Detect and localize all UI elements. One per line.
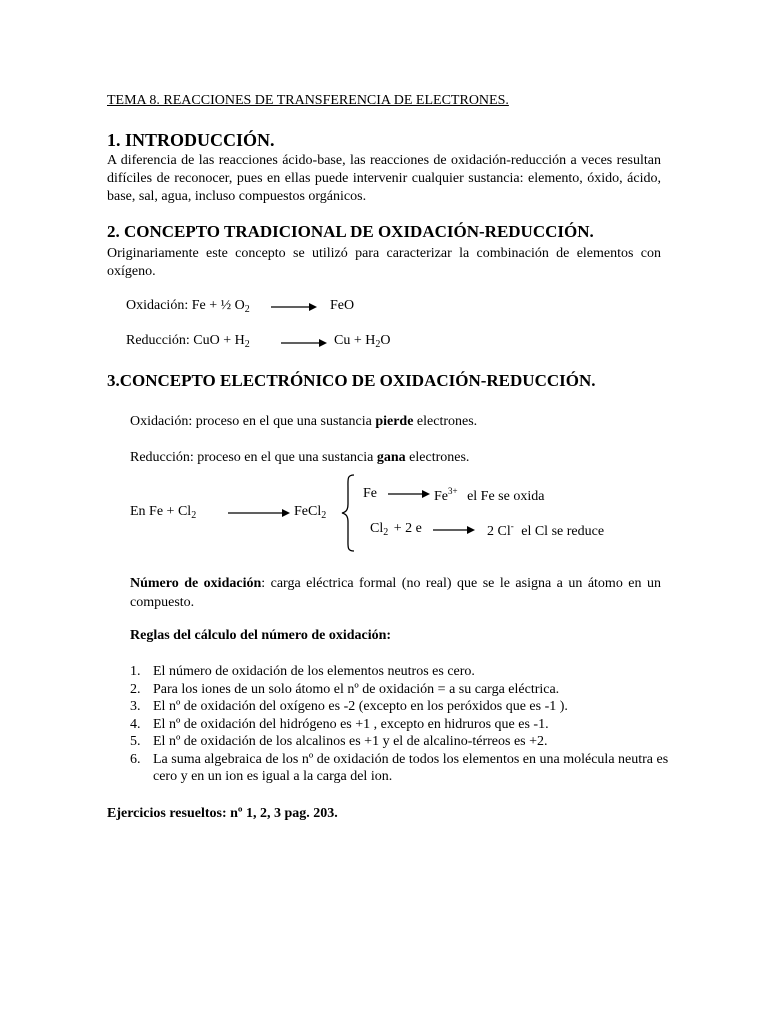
- example-product: [294, 504, 326, 521]
- half-reaction-1-note: el Fe se oxida: [467, 489, 545, 504]
- oxidation-label: Oxidación:: [126, 298, 189, 313]
- fe-charge: 3+: [448, 486, 458, 496]
- half-reaction-1-reactant: Fe: [363, 486, 377, 501]
- half-reaction-2-arrow: [433, 525, 475, 535]
- rule-number: 6.: [130, 751, 141, 767]
- rule-number: 5.: [130, 734, 141, 749]
- reduction-product: [334, 333, 390, 350]
- rule-text: El nº de oxidación de los alcalinos es +1 y el de alcalino-térreos es +2.: [153, 734, 548, 749]
- reduction-product-b: O: [380, 333, 391, 348]
- section-2-heading: 2. CONCEPTO TRADICIONAL DE OXIDACIÓN-REDUCCIÓN.: [107, 222, 594, 241]
- list-item: [130, 751, 670, 786]
- oxidation-reactants: Fe + ½ O: [191, 298, 245, 313]
- document-title: TEMA 8. REACCIONES DE TRANSFERENCIA DE ELECTRONES.: [107, 93, 509, 108]
- half-reaction-1-product: [434, 486, 544, 505]
- cl2: Cl: [370, 521, 384, 536]
- oxidation-number-term: Número de oxidación: [130, 576, 262, 591]
- rule-text: La suma algebraica de los nº de oxidación de todos los elementos en una molécula neutra es cero y en un ion es igual a la carga del ion.: [153, 751, 669, 784]
- rule-text: Para los iones de un solo átomo el nº de oxidación = a su carga eléctrica.: [153, 681, 560, 697]
- h2o-subscript: 2: [375, 339, 381, 350]
- half-reaction-2-reactant: [370, 521, 422, 538]
- cl2-subscript: 2: [191, 510, 197, 521]
- rule-text: El nº de oxidación del oxígeno es -2 (excepto en los peróxidos que es -1 ).: [153, 699, 568, 714]
- list-item: [130, 716, 670, 734]
- oxidation-equation-reactants: [126, 298, 250, 315]
- oxidation-def-after: electrones.: [413, 414, 478, 429]
- reduction-def-bold: gana: [376, 450, 406, 465]
- section-1-text: A diferencia de las reacciones ácido-base, las reacciones de oxidación-reducción a veces resultan difíciles de reconocer, pues en ellas puede intervenir cualquier sustancia: elemento, óxido, ácido, base, sal, agua, incluso compuestos orgánicos.: [107, 153, 661, 204]
- list-item: [130, 663, 670, 681]
- reduction-product-a: Cu + H: [334, 333, 376, 348]
- oxidation-definition: [130, 414, 477, 430]
- oxidation-number-text: : carga eléctrica formal (no real) que se le asigna a un átomo en un compuesto.: [130, 576, 661, 610]
- electrons: + 2 e: [393, 521, 422, 536]
- rule-number: 1.: [130, 664, 141, 679]
- oxidation-number-definition: [130, 574, 661, 612]
- rule-number: 4.: [130, 716, 141, 732]
- fe-ion: Fe: [434, 489, 448, 504]
- cl2-half-subscript: 2: [383, 527, 389, 538]
- reduction-equation-reactants: [126, 333, 250, 350]
- reduction-reactants: CuO + H: [193, 333, 245, 348]
- oxidation-arrow: [271, 302, 317, 312]
- reduction-arrow: [281, 338, 327, 348]
- fecl2-subscript: 2: [321, 510, 327, 521]
- reduction-def-after: electrones.: [405, 450, 470, 465]
- oxidation-def-before: Oxidación: proceso en el que una sustancia: [130, 414, 376, 429]
- half-reaction-2-product: [487, 521, 604, 540]
- rules-list: [130, 663, 670, 786]
- cl-charge: -: [510, 521, 514, 531]
- rule-number: 3.: [130, 699, 141, 714]
- reduction-def-before: Reducción: proceso en el que una sustancia: [130, 450, 377, 465]
- reduction-definition: [130, 450, 469, 466]
- example-prefix: En Fe + Cl: [130, 504, 192, 519]
- oxidation-product: FeO: [330, 298, 355, 313]
- fecl2: FeCl: [294, 504, 322, 519]
- example-arrow: [228, 508, 290, 518]
- half-reaction-2-note: el Cl se reduce: [521, 524, 605, 539]
- rule-text: El nº de oxidación del hidrógeno es +1 , excepto en hidruros que es -1.: [153, 716, 549, 732]
- section-3-heading: 3.CONCEPTO ELECTRÓNICO DE OXIDACIÓN-REDUCCIÓN.: [107, 371, 596, 390]
- reduction-label: Reducción:: [126, 333, 190, 348]
- list-item: [130, 733, 670, 751]
- oxidation-def-bold: pierde: [375, 414, 414, 429]
- h2-subscript: 2: [244, 339, 250, 350]
- rule-number: 2.: [130, 681, 141, 697]
- list-item: [130, 698, 670, 716]
- exercises-reference: Ejercicios resueltos: nº 1, 2, 3 pag. 203.: [107, 806, 338, 821]
- example-reactants: [130, 504, 196, 521]
- rules-title: Reglas del cálculo del número de oxidación:: [130, 628, 392, 643]
- list-item: [130, 681, 670, 699]
- section-1-heading: 1. INTRODUCCIÓN.: [107, 130, 275, 150]
- o2-subscript: 2: [244, 304, 250, 315]
- cl-ion: 2 Cl: [487, 524, 511, 539]
- half-reaction-1-arrow: [388, 489, 430, 499]
- rule-text: El número de oxidación de los elementos neutros es cero.: [153, 664, 475, 679]
- section-2-text: Originariamente este concepto se utilizó para caracterizar la combinación de elementos con oxígeno.: [107, 246, 661, 279]
- curly-brace: [340, 474, 356, 552]
